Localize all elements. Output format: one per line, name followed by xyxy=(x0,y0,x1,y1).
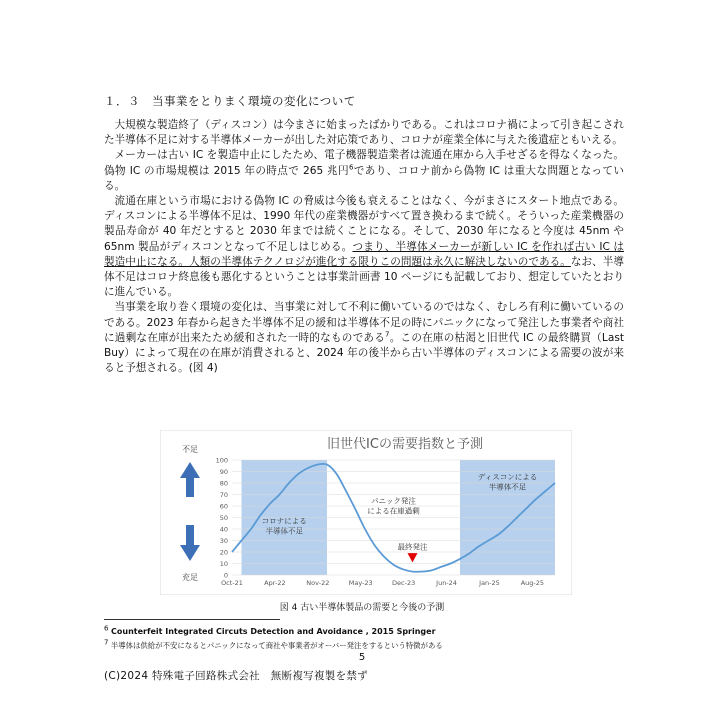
x-tick-Dec-23: Dec-23 xyxy=(392,579,416,587)
footnote-7 xyxy=(104,640,443,651)
x-tick-Jun-24: Jun-24 xyxy=(436,579,457,587)
paragraph-4 xyxy=(104,300,624,376)
footnote-ref-6[interactable]: 6 xyxy=(348,163,354,172)
footnote-6-mark: 6 xyxy=(104,624,109,633)
annotation-panic-line-1: パニック発注 xyxy=(371,496,416,506)
annotation-last-order: 最終発注 xyxy=(397,542,428,552)
footnote-7-mark: 7 xyxy=(104,638,109,647)
chart-title: 旧世代ICの需要指数と予測 xyxy=(327,437,483,452)
x-tick-Apr-22: Apr-22 xyxy=(264,579,286,587)
footnote-6 xyxy=(104,624,436,636)
paragraph-2 xyxy=(104,148,624,194)
x-tick-Aug-25: Aug-25 xyxy=(520,579,545,587)
y-tick-40: 40 xyxy=(219,525,228,534)
copyright-footer: (C)2024 特殊電子回路株式会社 無断複写複製を禁ず xyxy=(104,670,368,682)
y-tick-90: 90 xyxy=(219,468,228,476)
y-tick-70: 70 xyxy=(219,491,228,499)
y-tick-30: 30 xyxy=(219,537,228,545)
region-label-1-1: コロナによる xyxy=(261,516,307,526)
region-label-2-2: 半導体不足 xyxy=(488,482,527,492)
section-heading: １．３ 当事業をとりまく環境の変化について xyxy=(104,94,356,108)
y-tick-0: 0 xyxy=(223,571,228,580)
paragraph-4-part-a: 当事業を取り巻く環境の変化は、当事業に対して不利に働いているのではなく、むしろ有利に働いているのである。2023 年春から起きた半導体不足の緩和は半導体不足の時にパニックになって発注した事業者や商社に過剰な在庫が出来たため緩和された一時的なものである xyxy=(104,301,624,344)
paragraph-2-text: メーカーは古い IC を製造中止にしたため、電子機器製造業者は流通在庫から入手せざるを得なくなった。偽物 IC の市場規模は 2015 年の時点で 265 兆円 xyxy=(104,149,624,177)
y-tick-20: 20 xyxy=(219,548,228,557)
demand-chart xyxy=(160,430,572,595)
x-tick-Oct-21: Oct-21 xyxy=(221,579,243,587)
region-label-2-1: ディスコンによる xyxy=(477,472,538,482)
paragraph-2-tail: であり、コロナ前から偽物 IC は重大な問題となっている。 xyxy=(104,164,624,192)
paragraph-3-part-a: 流通在庫という市場における偽物 IC の脅威は今後も衰えることはなく、今がまさにスタート地点である。ディスコンによる半導体不足は、1990 年代の産業機器がすべて置き換わるまで続く。そういった産業機器の製品寿命が 40 年だとすると 2030 年までは続くことになる。そして、2030 年になると今度は 45nm や 65nm 製品がディスコンとなって不足しはじめる。 xyxy=(104,195,624,253)
x-tick-Jan-25: Jan-25 xyxy=(479,579,500,587)
y-tick-60: 60 xyxy=(219,502,228,511)
region-label-1-2: 半導体不足 xyxy=(265,526,303,536)
x-tick-May-23: May-23 xyxy=(348,579,373,587)
side-label-bottom: 充足 xyxy=(182,573,198,582)
paragraph-3-part-b: なお、半導体不足はコロナ終息後も悪化するということは事業計画書 10 ページにも記載しており、想定していたとおりに進んでいる。 xyxy=(104,255,624,299)
y-tick-100: 100 xyxy=(215,456,228,465)
footnote-ref-7[interactable]: 7 xyxy=(385,330,390,339)
footnote-divider xyxy=(104,619,280,620)
footnote-6-text: Counterfeit Integrated Circuts Detection and Avoidance , 2015 Springer xyxy=(111,627,436,636)
y-tick-80: 80 xyxy=(219,479,228,488)
footnote-7-text: 半導体は供給が不安になるとパニックになって商社や事業者がオーバー発注をするという特徴がある xyxy=(110,641,443,650)
y-tick-10: 10 xyxy=(219,560,228,568)
page-number: 5 xyxy=(358,652,366,663)
annotation-panic-line-2: による在庫過剰 xyxy=(367,506,420,516)
paragraph-3 xyxy=(104,194,624,300)
side-label-top: 不足 xyxy=(182,445,198,454)
figure-caption: 図 4 古い半導体製品の需要と今後の予測 xyxy=(279,603,445,613)
paragraph-4-part-b: 。この在庫の枯渇と旧世代 IC の最終購買（Last Buy）によって現在の在庫が消費されると、2024 年の後半から古い半導体のディスコンによる需要の波が来ると予想される。(図 4) xyxy=(104,331,624,375)
paragraph-3-underlined: つまり、半導体メーカーが新しい IC を作れば古い IC は製造中止になる。人類の半導体テクノロジが進化する限りこの問題は永久に解決しないのである。 xyxy=(104,240,624,268)
paragraph-1: 大規模な製造終了（ディスコン）は今まさに始まったばかりである。これはコロナ禍によって引き起こされた半導体不足に対する半導体メーカーが出した対応策であり、コロナが産業全体に与えた後遺症ともいえる。 xyxy=(104,119,624,147)
y-tick-50: 50 xyxy=(219,514,228,522)
x-tick-Nov-22: Nov-22 xyxy=(306,579,330,587)
body-text xyxy=(104,118,624,376)
